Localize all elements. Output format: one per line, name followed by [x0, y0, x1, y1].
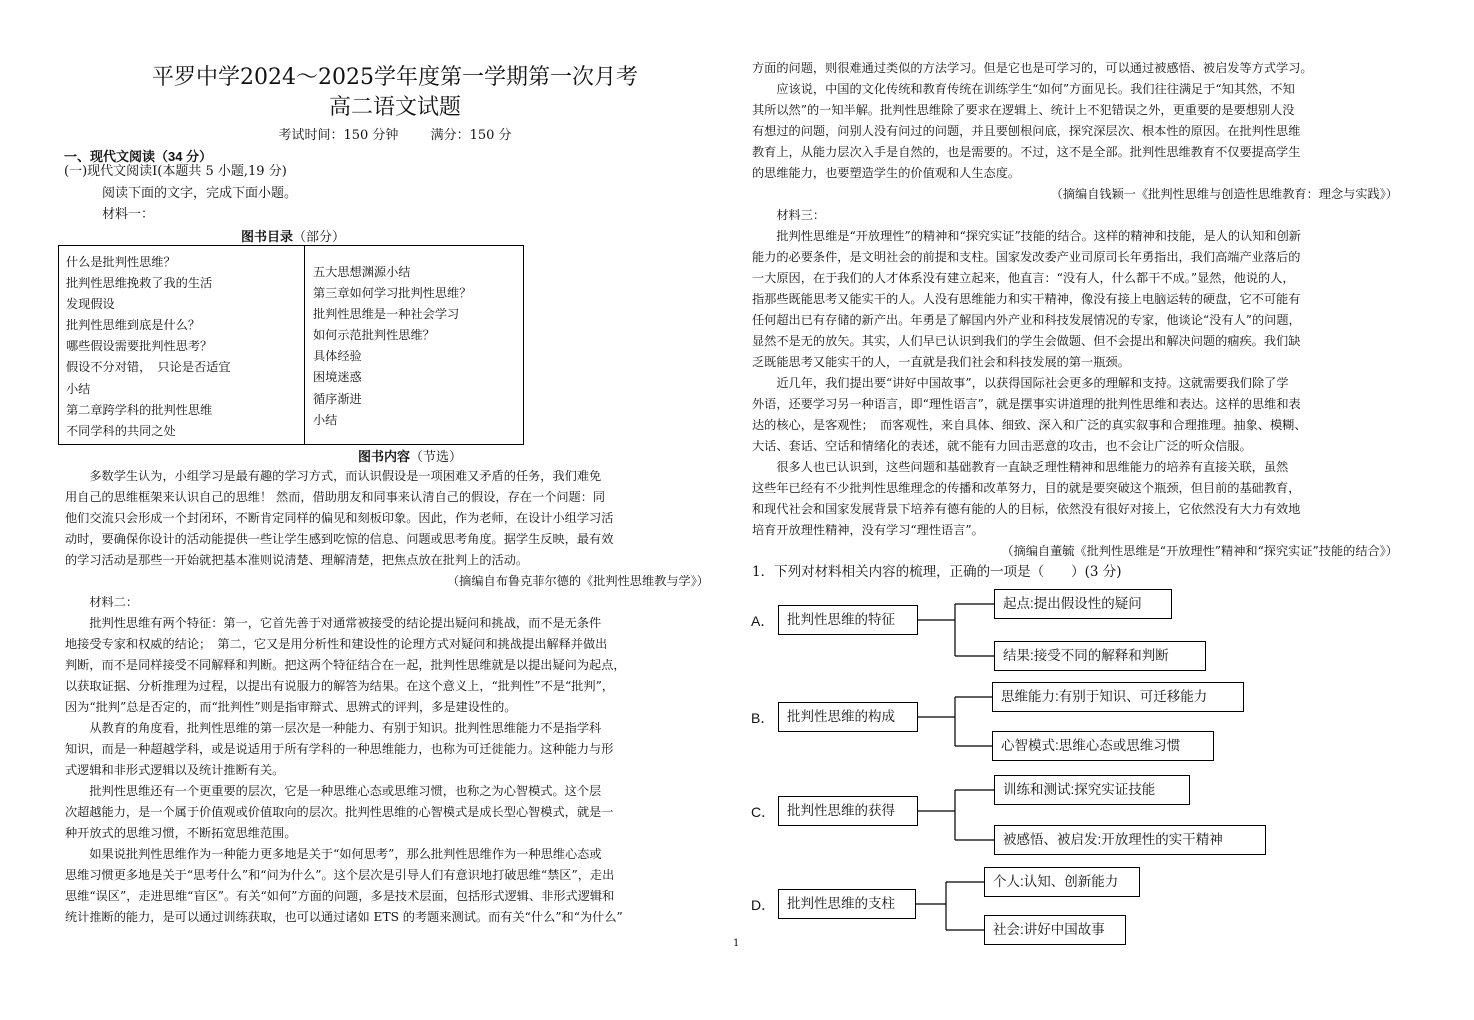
text-line: 地接受专家和权威的结论； 第二，它又是用分析性和建设性的论理方式对疑问和挑战提出解释并做出: [65, 637, 608, 651]
option-branch-box: 结果:接受不同的解释和判断: [994, 641, 1206, 671]
text-line: 次超越能力，是一个属于价值观或价值取向的层次。批判性思维的心智模式是成长型心智模式，就是一: [65, 805, 614, 819]
option-main-box: 批判性思维的支柱: [778, 889, 916, 919]
option-branch-box: 社会:讲好中国故事: [984, 915, 1126, 945]
option-branch-box: 训练和测试:探究实证技能: [994, 775, 1190, 805]
exam-title: 平罗中学2024～2025学年度第一学期第一次月考: [152, 65, 638, 90]
option-branch-box: 心智模式:思维心态或思维习惯: [992, 731, 1214, 761]
question-1: 1．下列对材料相关内容的梳理，正确的一项是（ ）(3 分): [752, 564, 1122, 580]
toc-item: 困境迷惑: [313, 370, 362, 385]
text-line: 批判性思维还有一个更重要的层次，它是一种思维心态或思维习惯，也称之为心智模式。这个层: [65, 784, 602, 798]
text-line: 因为“批判”总是否定的，而“批判性”则是指审辩式、思辨式的评判，多是建设性的。: [65, 700, 517, 714]
content-caption-rest: （节选）: [410, 450, 463, 465]
text-line: 他们交流只会形成一个封闭环，不断肯定同样的偏见和刻板印象。因此，作为老师，在设计小组学习活: [65, 511, 614, 525]
text-line: 多数学生认为，小组学习是最有趣的学习方式，而认识假设是一项困难又矛盾的任务，我们难免: [65, 469, 602, 483]
option-branch-box: 起点:提出假设性的疑问: [994, 589, 1172, 619]
toc-item: 假设不分对错， 只论是否适宜: [66, 360, 231, 375]
text-line: 任何超出已有存储的新产出。年勇是了解国内外产业和科技发展情况的专家，他谈论“没有人”的问题，: [752, 313, 1301, 327]
text-line: 从教育的角度看，批判性思维的第一层次是一种能力、有别于知识。批判性思维能力不是指学科: [65, 721, 602, 735]
text-line: 知识，而是一种超越学科，或是说适用于所有学科的一种思维能力，也称为可迁徙能力。这种能力与形: [65, 742, 614, 756]
text-line: 显然不是无的放矢。其实，人们早已认识到我们的学生会做题、但不会提出和解决问题的痼疾。我们缺: [752, 334, 1301, 348]
material1-label: 材料一：: [102, 207, 155, 222]
toc-item: 如何示范批判性思维？: [313, 328, 435, 343]
option-letter: B．: [751, 710, 775, 726]
text-line: 用自己的思维框架来认识自己的思维！ 然而，借助朋友和同事来认清自己的假设，存在一个问题：同: [65, 490, 606, 504]
option-branch-box: 个人:认知、创新能力: [984, 867, 1140, 897]
text-line: （摘编自布鲁克菲尔德的《批判性思维教与学》）: [446, 574, 709, 588]
text-line: 外语，还要学习另一种语言，即“理性语言”，就是摆事实讲道理的批判性思维和表达。这样的思维和表: [752, 397, 1301, 411]
text-line: 方面的问题，则很难通过类似的方法学习。但是它也是可学习的，可以通过被感悟、被启发等方式学习。: [752, 61, 1313, 75]
text-line: 培育开放理性精神，没有学习“理性语言”。: [752, 523, 984, 537]
text-line: 其所以然”的一知半解。批判性思维除了要求在逻辑上、统计上不犯错误之外，更重要的是要想别人没: [752, 103, 1295, 117]
text-line: 乏既能思考又能实干的人，一直就是我们社会和科技发展的第一瓶颈。: [752, 355, 1130, 369]
text-line: 和现代社会和国家发展背景下培养有德有能的人的目标，依然没有很好对接上，它依然没有大力有效地: [752, 502, 1301, 516]
toc-item: 什么是批判性思维？: [66, 255, 176, 269]
option-main-box: 批判性思维的获得: [778, 796, 918, 826]
exam-score: 满分：150 分: [430, 128, 512, 143]
text-line: 很多人也已认识到，这些问题和基础教育一直缺乏理性精神和思维能力的培养有直接关联，虽然: [752, 460, 1289, 474]
subsection-heading: (一)现代文阅读Ⅰ(本题共 5 小题,19 分): [64, 164, 287, 179]
toc-caption-rest: （部分）: [293, 230, 346, 245]
text-line: 教育上，从能力层次入手是自然的，也是需要的。不过，这不是全部。批判性思维教育不仅要提高学生: [752, 145, 1301, 159]
option-branch-box: 被感悟、被启发:开放理性的实干精神: [994, 825, 1266, 855]
toc-item: 发现假设: [66, 297, 115, 312]
text-line: 材料二：: [65, 595, 139, 609]
option-letter: C．: [751, 804, 776, 820]
text-line: 应该说，中国的文化传统和教育传统在训练学生“如何”方面见长。我们往往满足于“知其然，不知: [752, 82, 1295, 96]
toc-item: 哪些假设需要批判性思考？: [66, 339, 213, 354]
text-line: 种开放式的思维习惯，不断拓宽思维范围。: [65, 826, 297, 840]
toc-item: 小结: [313, 412, 338, 427]
text-line: 批判性思维有两个特征：第一，它首先善于对通常被接受的结论提出疑问和挑战，而不是无条件: [65, 616, 602, 630]
toc-item: 具体经验: [313, 349, 362, 364]
text-line: 这些年已经有不少批判性思维理念的传播和改革努力，目的就是要突破这个瓶颈，但目前的基础教育，: [752, 481, 1301, 495]
text-line: （摘编自钱颖一《批判性思维与创造性思维教育：理念与实践》）: [1050, 187, 1398, 201]
toc-item: 批判性思维到底是什么？: [66, 318, 201, 333]
text-line: 如果说批判性思维作为一种能力更多地是关于“如何思考”，那么批判性思维作为一种思维心态或: [65, 847, 602, 861]
section-heading: 一、现代文阅读（34 分）: [64, 149, 213, 164]
toc-item: 五大思想渊源小结: [313, 265, 411, 279]
option-letter: D．: [751, 897, 776, 913]
page-number: 1: [733, 938, 740, 949]
text-line: 思维习惯更多地是关于“思考什么”和“问为什么”。这个层次是引导人们有意识地打破思维“禁区”，走出: [65, 868, 615, 882]
text-line: 批判性思维是“开放理性”的精神和“探究实证”技能的结合。这样的精神和技能，是人的认知和创新: [752, 229, 1301, 243]
toc-item: 小结: [66, 381, 91, 396]
text-line: 材料三：: [752, 208, 826, 222]
toc-item: 不同学科的共同之处: [66, 423, 176, 438]
text-line: 能力的必要条件，是文明社会的前提和支柱。国家发改委产业司原司长年勇指出，我们高端产业落后的: [752, 250, 1301, 264]
text-line: （摘编自董毓《批判性思维是“开放理性”精神和“探究实证”技能的结合》）: [1001, 544, 1398, 558]
toc-item: 批判性思维是一种社会学习: [313, 307, 460, 322]
exam-time: 考试时间：150 分钟: [278, 128, 399, 143]
text-line: 思维“误区”，走进思维“盲区”。有关“如何”方面的问题，多是技术层面，包括形式逻辑、非形式逻辑和: [65, 889, 615, 903]
text-line: 判断，而不是同样接受不同解释和判断。把这两个特征结合在一起，批判性思维就是以提出疑问为起点，: [65, 658, 626, 672]
toc-item: 循序渐进: [313, 391, 362, 406]
text-line: 有想过的问题，问别人没有问过的问题，并且要刨根问底，探究深层次、根本性的原因。在批判性思维: [752, 124, 1301, 138]
toc-item: 批判性思维挽救了我的生活: [66, 276, 213, 291]
option-letter: A．: [751, 613, 775, 629]
option-branch-box: 思维能力:有别于知识、可迁移能力: [992, 682, 1244, 712]
text-line: 大话、套话、空话和情绪化的表述，就不能有力回击恶意的攻击，也不会让广泛的听众信服。: [752, 439, 1252, 453]
text-line: 一大原因，在于我们的人才体系没有建立起来，他直言：“没有人，什么都干不成。”显然，他说的人，: [752, 271, 1295, 285]
text-line: 动时，要确保你设计的活动能提供一些让学生感到吃惊的信息、问题或思考角度。据学生反映，最有效: [65, 532, 614, 546]
option-main-box: 批判性思维的特征: [778, 605, 918, 635]
toc-caption-bold: 图书目录: [240, 229, 293, 244]
text-line: 式逻辑和非形式逻辑以及统计推断有关。: [65, 763, 285, 777]
instruction: 阅读下面的文字，完成下面小题。: [102, 186, 298, 201]
option-main-box: 批判性思维的构成: [778, 702, 918, 732]
toc-item: 第二章跨学科的批判性思维: [66, 402, 213, 417]
text-line: 的思维能力，也要塑造学生的价值观和人生态度。: [752, 166, 1021, 180]
exam-subtitle: 高二语文试题: [328, 95, 461, 120]
text-line: 的学习活动是那些一开始就把基本准则说清楚、理解清楚，把焦点放在批判上的活动。: [65, 553, 529, 567]
content-caption-bold: 图书内容: [357, 449, 410, 464]
text-line: 以获取证据、分析推理为过程，以提出有说服力的解答为结果。在这个意义上，“批判性”不是“批判”，: [65, 679, 614, 693]
text-line: 近几年，我们提出要“讲好中国故事”，以获得国际社会更多的理解和支持。这就需要我们除了学: [752, 376, 1289, 390]
text-line: 统计推断的能力，是可以通过训练获取，也可以通过诸如 ETS 的考题来测试。而有关“什么”和“为什么”: [65, 910, 623, 924]
toc-item: 第三章如何学习批判性思维？: [313, 286, 472, 301]
text-line: 指那些既能思考又能实干的人。人没有思维能力和实干精神，像没有接上电脑运转的硬盘，它不可能有: [752, 292, 1301, 306]
text-line: 达的核心，是客观性； 而客观性，来自具体、细致、深入和广泛的真实叙事和合理推理。抽象、模糊、: [752, 418, 1307, 432]
